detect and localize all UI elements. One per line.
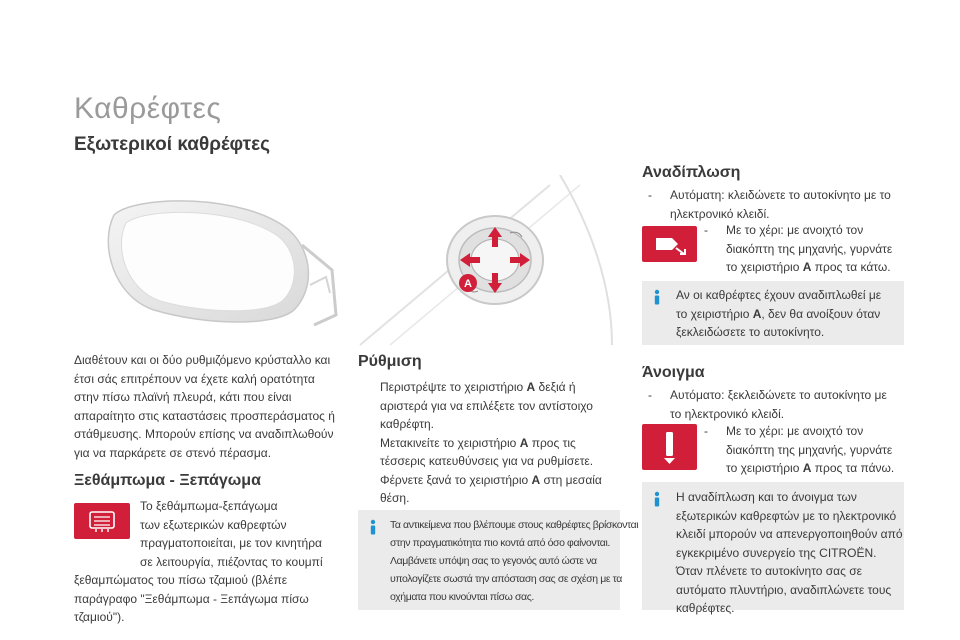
defrost-paragraph-full	[74, 571, 309, 627]
info-line: καθρέφτες.	[676, 601, 735, 615]
info-icon	[650, 289, 664, 305]
page-title: Καθρέφτες	[74, 92, 222, 125]
defrost-line: των εξωτερικών καθρεφτών	[140, 517, 287, 532]
defrost-line: ξεθαμπώματος του πίσω τζαμιού (βλέπε	[74, 573, 288, 587]
info-icon	[650, 491, 664, 507]
adjustment-info-box	[358, 510, 639, 610]
intro-line: στάθμευσης. Μπορούν επίσης να αναδιπλωθούν	[74, 427, 334, 441]
unfolding-manual-text: προς τα πάνω.	[811, 461, 895, 475]
unfolding-auto	[648, 386, 908, 423]
dash-marker: -	[648, 188, 652, 202]
info-line: εγκεκριμένο συνεργείο της CITROËN.	[676, 545, 877, 560]
dash-marker: -	[648, 388, 652, 402]
info-line: κλειδί μπορούν να απενεργοποιηθούν από	[676, 527, 903, 541]
unfolding-manual-text: το χειριστήριο	[726, 461, 800, 475]
knob-label-a: A	[464, 278, 472, 290]
intro-line: Διαθέτουν και οι δύο ρυθμιζόμενο κρύσταλλο και	[74, 353, 331, 367]
adjustment-steps	[362, 378, 622, 508]
info-line: αυτόματο πλυντήριο, αναδιπλώνετε τους	[676, 582, 892, 597]
step-text: προς τις	[528, 435, 576, 450]
folding-manual-text: διακόπτη της μηχανής, γυρνάτε	[726, 241, 893, 256]
info-label-a: A	[752, 306, 762, 321]
adjustment-step	[362, 378, 622, 434]
mirror-fold-icon	[642, 226, 697, 262]
defrost-line: Το ξεθάμπωμα-ξεπάγωμα	[140, 499, 278, 513]
folding-heading: Αναδίπλωση	[642, 164, 741, 181]
intro-line: απαραίτητο στις καταστάσεις προσπεράσματος ή	[74, 408, 335, 423]
unfolding-manual	[704, 422, 914, 478]
step-label-a: A	[526, 380, 536, 394]
folding-auto	[648, 186, 908, 223]
intro-paragraph	[74, 351, 335, 462]
step-text: δεξιά ή	[535, 380, 576, 394]
step-label-a: A	[519, 435, 529, 450]
folding-manual-text: Με το χέρι: με ανοιχτό τον	[726, 223, 864, 237]
unfolding-info-box	[642, 482, 904, 615]
dash-marker: -	[704, 424, 708, 438]
info-line: στην πραγματικότητα πιο κοντά από όσο φαίνονται.	[390, 537, 610, 549]
defrost-line: πραγματοποιείται, με τον κινητήρα	[140, 536, 322, 550]
unfolding-label-a: A	[802, 461, 812, 475]
folding-manual-text: προς τα κάτω.	[811, 260, 891, 274]
info-line: Όταν πλένετε το αυτοκίνητο σας σε	[676, 564, 862, 578]
step-text: Φέρνετε ξανά το χειριστήριο	[380, 472, 529, 487]
folding-info-box	[642, 281, 904, 345]
control-knob-illustration	[350, 175, 620, 350]
mirror-illustration	[74, 175, 344, 335]
unfolding-auto-text: το ηλεκτρονικό κλειδί.	[670, 406, 785, 421]
folding-manual-text: το χειριστήριο	[726, 260, 800, 274]
intro-line: στην πίσω πλαϊνή πλευρά, κάτι που είναι	[74, 390, 292, 404]
defrost-line: τζαμιού").	[74, 610, 125, 624]
info-line: υπολογίζετε σωστά την απόσταση σας σε σχέση με τα	[390, 573, 622, 585]
step-label-a: A	[531, 472, 541, 487]
folding-auto-text: ηλεκτρονικό κλειδί.	[670, 206, 770, 221]
info-icon	[366, 519, 380, 535]
unfolding-manual-text: διακόπτη της μηχανής, γυρνάτε	[726, 442, 893, 457]
defrost-paragraph-side	[140, 497, 323, 571]
info-line: Λαμβάνετε υπόψη σας το γεγονός αυτό ώστε να	[390, 555, 597, 567]
info-line: Η αναδίπλωση και το άνοιγμα των	[676, 490, 857, 504]
unfolding-auto-text: Αυτόματο: ξεκλειδώνετε το αυτοκίνητο με	[670, 388, 887, 402]
step-text: αριστερά για να επιλέξετε τον αντίστοιχο	[380, 398, 593, 413]
folding-auto-text: Αυτόματη: κλειδώνετε το αυτοκίνητο με το	[670, 188, 891, 202]
defrost-heading: Ξεθάμπωμα - Ξεπάγωμα	[74, 472, 261, 489]
info-line: Τα αντικείμενα που βλέπουμε στους καθρέφτες βρίσκονται	[390, 519, 639, 531]
adjustment-step	[362, 471, 622, 508]
dash-marker: -	[704, 223, 708, 237]
step-text: Μετακινείτε το χειριστήριο	[380, 435, 517, 450]
step-text: Περιστρέψτε το χειριστήριο	[380, 380, 524, 394]
defrost-line: παράγραφο "Ξεθάμπωμα - Ξεπάγωμα πίσω	[74, 591, 309, 606]
info-line: το χειριστήριο	[676, 306, 753, 321]
defrost-line: σε λειτουργία, πιέζοντας το κουμπί	[140, 554, 323, 569]
folding-label-a: A	[802, 260, 812, 274]
adjustment-step	[362, 434, 622, 471]
unfolding-manual-text: Με το χέρι: με ανοιχτό τον	[726, 424, 864, 438]
step-text: τέσσερις κατευθύνσεις για να ρυθμίσετε.	[380, 454, 594, 468]
mirror-unfold-icon	[642, 424, 697, 470]
adjustment-heading: Ρύθμιση	[358, 353, 422, 370]
intro-line: για να παρκάρετε σε στενό πέρασμα.	[74, 445, 272, 460]
unfolding-heading: Άνοιγμα	[642, 364, 705, 381]
intro-line: έτσι σάς επιτρέπουν να έχετε καλή ορατότητα	[74, 371, 315, 386]
step-text: στη μεσαία	[540, 472, 602, 487]
info-line: Αν οι καθρέφτες έχουν αναδιπλωθεί με	[676, 288, 882, 302]
folding-manual	[704, 221, 914, 277]
step-text: καθρέφτη.	[380, 417, 434, 431]
step-text: θέση.	[380, 491, 410, 505]
info-line: , δεν θα ανοίξουν όταν	[761, 306, 881, 321]
rear-defrost-icon	[74, 503, 130, 539]
info-line: εξωτερικών καθρεφτών με το ηλεκτρονικό	[676, 508, 897, 523]
info-line: οχήματα που κινούνται πίσω σας.	[390, 591, 534, 603]
section-subtitle: Εξωτερικοί καθρέφτες	[74, 134, 270, 155]
info-line: ξεκλειδώσετε το αυτοκίνητο.	[676, 325, 825, 339]
